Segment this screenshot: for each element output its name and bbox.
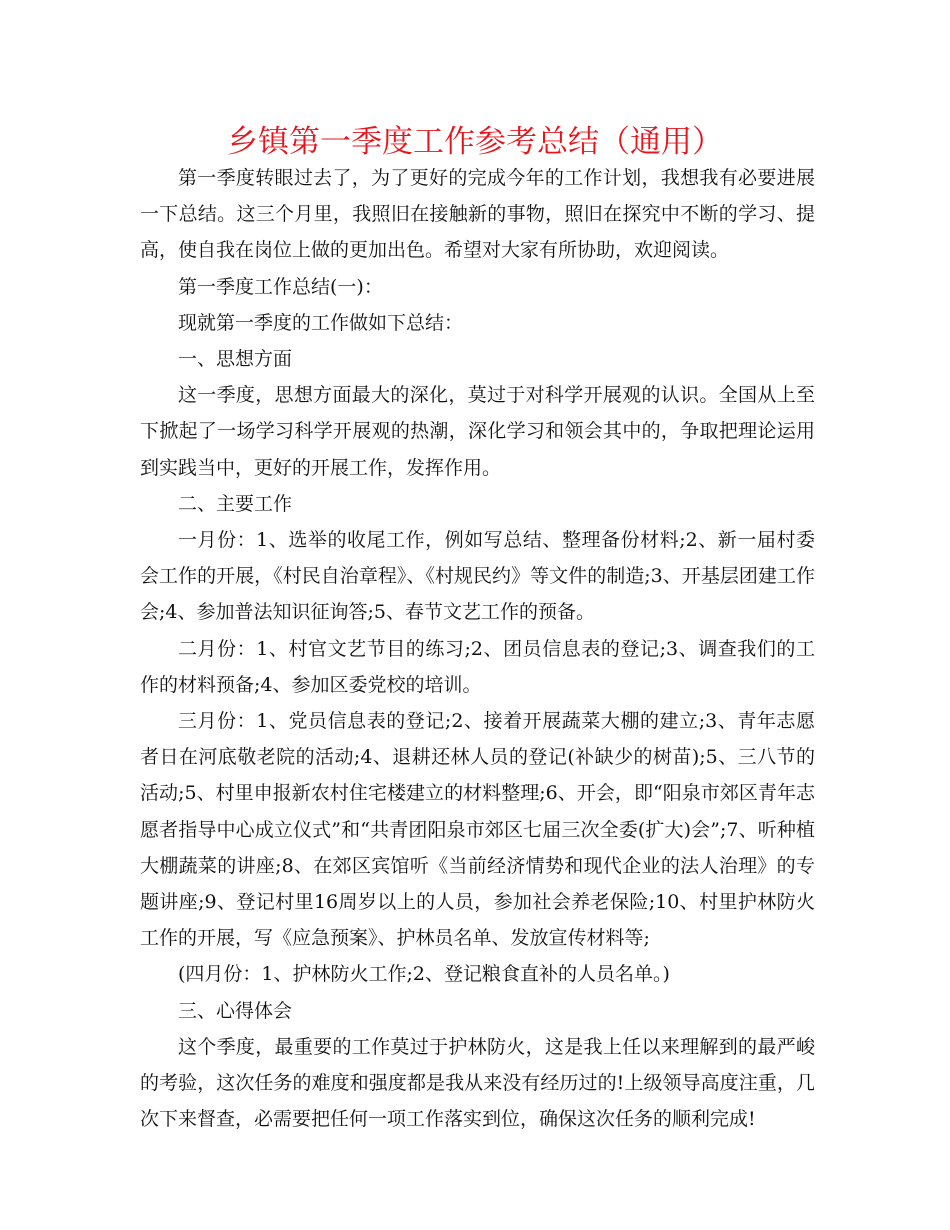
heading-reflections: 三、心得体会	[178, 999, 293, 1022]
document-body	[140, 160, 815, 1137]
summary-lead: 现就第一季度的工作做如下总结：	[178, 311, 464, 334]
march-paragraph: 三月份：1、党员信息表的登记;2、接着开展蔬菜大棚的建立;3、青年志愿者日在河底敬老院的活动;4、退耕还林人员的登记(补缺少的树苗);5、三八节的活动;5、村里申报新农村住宅楼建立的材料整理;6、开会，即“阳泉市郊区青年志愿者指导中心成立仪式”和“共青团阳泉市郊区七届三次全委(扩大)会”;7、听种植大棚蔬菜的讲座;8、在郊区宾馆听《当前经济情势和现代企业的法人治理》的专题讲座;9、登记村里16周岁以上的人员，参加社会养老保险;10、村里护林防火工作的开展，写《应急预案》、护林员名单、发放宣传材料等;	[140, 710, 815, 950]
heading-thinking: 一、思想方面	[178, 348, 293, 371]
january-paragraph: 一月份：1、选举的收尾工作，例如写总结、整理备份材料;2、新一届村委会工作的开展，《村民自治章程》、《村规民约》等文件的制造;3、开基层团建工作会;4、参加普法知识征询答;5、春节文艺工作的预备。	[140, 529, 815, 624]
heading-main-work: 二、主要工作	[178, 492, 293, 515]
intro-paragraph: 第一季度转眼过去了，为了更好的完成今年的工作计划，我想我有必要进展一下总结。这三个月里，我照旧在接触新的事物，照旧在探究中不断的学习、提高，使自我在岗位上做的更加出色。希望对大家有所协助，欢迎阅读。	[140, 167, 815, 262]
april-paragraph: (四月份：1、护林防火工作;2、登记粮食直补的人员名单。)	[178, 963, 670, 986]
section-label: 第一季度工作总结(一)：	[178, 275, 383, 298]
reflections-paragraph: 这个季度，最重要的工作莫过于护林防火，这是我上任以来理解到的最严峻的考验，这次任务的难度和强度都是我从来没有经历过的!上级领导高度注重，几次下来督查，必需要把任何一项工作落实到位，确保这次任务的顺利完成!	[140, 1035, 815, 1131]
document-title: 乡镇第一季度工作参考总结（通用）	[227, 124, 723, 160]
february-paragraph: 二月份：1、村官文艺节目的练习;2、团员信息表的登记;3、调查我们的工作的材料预备;4、参加区委党校的培训。	[140, 637, 815, 696]
thinking-paragraph: 这一季度，思想方面最大的深化，莫过于对科学开展观的认识。全国从上至下掀起了一场学习科学开展观的热潮，深化学习和领会其中的，争取把理论运用到实践当中，更好的开展工作，发挥作用。	[140, 384, 815, 479]
